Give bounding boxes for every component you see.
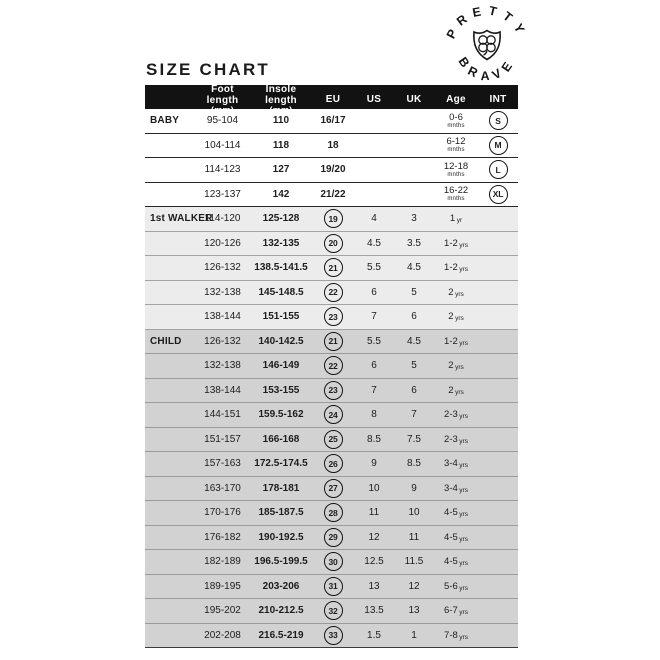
age-unit: yrs — [459, 437, 468, 445]
uk-size-cell: 4.5 — [407, 262, 421, 274]
age-value: 0-6 — [449, 111, 463, 123]
table-row — [145, 452, 518, 477]
table-row — [145, 305, 518, 330]
us-size-cell: 6 — [371, 360, 377, 372]
header-int: INT — [489, 93, 507, 105]
eu-size-circle: 29 — [324, 528, 343, 547]
eu-size-circle: 20 — [324, 234, 343, 253]
us-size-cell: 1.5 — [367, 629, 381, 641]
foot-length-cell: 182-189 — [204, 556, 241, 568]
foot-length-cell: 202-208 — [204, 629, 241, 641]
eu-size-circle: 26 — [324, 454, 343, 473]
uk-size-cell: 10 — [408, 507, 420, 519]
age-cell — [434, 533, 478, 543]
age-unit: yrs — [459, 633, 468, 641]
age-value: 2-3 — [444, 433, 458, 445]
us-size-cell: 5.5 — [367, 335, 381, 347]
eu-size-cell — [312, 601, 354, 620]
us-size-cell: 4 — [371, 213, 377, 225]
eu-size-circle: 25 — [324, 430, 343, 449]
age-unit: yr — [456, 217, 463, 224]
eu-size-cell — [312, 140, 354, 151]
age-cell — [434, 484, 478, 494]
uk-size-cell: 5 — [411, 286, 417, 298]
table-row — [145, 477, 518, 502]
eu-size-cell — [312, 528, 354, 547]
insole-length-cell: 145-148.5 — [258, 286, 304, 298]
uk-size-cell: 12 — [408, 580, 420, 592]
insole-length-cell: 166-168 — [262, 433, 300, 445]
eu-size-circle: 30 — [324, 552, 343, 571]
age-unit: yrs — [459, 486, 468, 494]
brand-logo — [436, 2, 538, 82]
us-size-cell: 4.5 — [367, 237, 381, 249]
svg-text:PRETTY — [444, 3, 530, 41]
age-cell — [434, 410, 478, 420]
foot-length-cell: 189-195 — [204, 580, 241, 592]
insole-length-cell: 196.5-199.5 — [254, 556, 308, 568]
insole-length-cell: 125-128 — [262, 213, 300, 225]
header-insole-length-label: Insole length — [265, 84, 297, 106]
eu-size-cell — [312, 283, 354, 302]
age-cell — [434, 435, 478, 445]
insole-length-cell: 140-142.5 — [258, 335, 304, 347]
age-unit: yrs — [459, 339, 468, 347]
uk-size-cell: 11 — [408, 531, 420, 543]
table-row — [145, 281, 518, 306]
us-size-cell: 6 — [371, 286, 377, 298]
age-unit: yrs — [459, 535, 468, 543]
uk-size-cell: 8.5 — [407, 458, 421, 470]
eu-size-circle: 31 — [324, 577, 343, 596]
table-row — [145, 624, 518, 649]
age-value: 4-5 — [444, 531, 458, 543]
eu-size-cell — [312, 552, 354, 571]
int-size-circle: S — [489, 111, 508, 130]
foot-length-cell: 170-176 — [204, 507, 241, 519]
foot-length-cell: 151-157 — [204, 433, 241, 445]
header-eu: EU — [325, 93, 341, 105]
table-row — [145, 379, 518, 404]
age-unit: mnths — [447, 196, 465, 203]
foot-length-cell: 132-138 — [204, 360, 241, 372]
age-cell — [434, 288, 478, 298]
age-value: 6-12 — [446, 136, 466, 148]
int-size-circle: L — [489, 160, 508, 179]
eu-size-cell — [312, 626, 354, 645]
logo-arc-top-text: PRETTY — [443, 3, 531, 42]
eu-size-circle: 24 — [324, 405, 343, 424]
us-size-cell: 7 — [371, 384, 377, 396]
insole-length-cell: 118 — [272, 139, 290, 151]
age-unit: yrs — [459, 560, 468, 567]
header-age: Age — [446, 93, 466, 105]
table-row — [145, 207, 518, 232]
insole-length-cell: 151-155 — [262, 311, 300, 323]
foot-length-cell: 114-123 — [204, 164, 241, 176]
insole-length-cell: 185-187.5 — [258, 507, 304, 519]
age-cell — [434, 214, 478, 224]
age-value: 6-7 — [444, 605, 458, 616]
header-uk: UK — [406, 93, 422, 105]
age-cell — [434, 113, 478, 129]
age-value: 4-5 — [444, 556, 458, 567]
table-row — [145, 158, 518, 183]
age-unit: mnths — [447, 171, 465, 178]
header-foot-length-label: Foot length — [206, 84, 239, 106]
eu-size-cell — [312, 430, 354, 449]
eu-size-circle: 32 — [324, 601, 343, 620]
age-value: 5-6 — [444, 580, 458, 592]
eu-size-value: 21/22 — [320, 188, 346, 200]
eu-size-cell — [312, 503, 354, 522]
uk-size-cell: 3.5 — [407, 237, 421, 249]
age-unit: yrs — [455, 315, 464, 322]
foot-length-cell: 132-138 — [204, 286, 241, 298]
int-size-circle: XL — [489, 185, 508, 204]
foot-length-cell: 123-137 — [204, 188, 241, 200]
age-value: 1 — [449, 213, 456, 224]
int-size-cell — [478, 136, 518, 155]
us-size-cell: 12.5 — [364, 556, 384, 568]
table-row — [145, 526, 518, 551]
age-unit: yrs — [459, 511, 468, 518]
uk-size-cell: 7.5 — [407, 433, 421, 445]
us-size-cell: 13.5 — [364, 605, 384, 617]
table-body — [145, 109, 518, 648]
foot-length-cell: 138-144 — [204, 311, 241, 323]
int-size-cell — [478, 185, 518, 204]
uk-size-cell: 4.5 — [407, 335, 421, 347]
table-row — [145, 428, 518, 453]
eu-size-cell — [312, 234, 354, 253]
eu-size-value: 19/20 — [320, 164, 346, 176]
header-foot-length-unit: (mm) — [210, 105, 235, 115]
age-unit: mnths — [447, 147, 465, 154]
foot-length-cell: 120-126 — [204, 237, 241, 249]
table-row — [145, 330, 518, 355]
table-row — [145, 403, 518, 428]
age-unit: yrs — [459, 266, 468, 273]
eu-size-cell — [312, 164, 354, 175]
age-cell — [434, 337, 478, 347]
age-value: 4-5 — [444, 507, 458, 518]
table-header-row — [145, 84, 518, 115]
foot-length-cell: 138-144 — [204, 384, 241, 396]
eu-size-cell — [312, 258, 354, 277]
eu-size-circle: 23 — [324, 307, 343, 326]
foot-length-cell: 176-182 — [204, 531, 241, 543]
insole-length-cell: 210-212.5 — [258, 605, 304, 617]
age-value: 2 — [448, 360, 454, 371]
uk-size-cell: 11.5 — [404, 556, 424, 568]
eu-size-cell — [312, 332, 354, 351]
insole-length-cell: 146-149 — [262, 360, 300, 372]
foot-length-cell: 104-114 — [204, 139, 241, 151]
foot-length-cell: 163-170 — [204, 482, 241, 494]
foot-length-cell: 114-120 — [204, 213, 241, 225]
age-unit: mnths — [447, 122, 465, 129]
insole-length-cell: 138.5-141.5 — [254, 262, 308, 274]
table-row — [145, 256, 518, 281]
foot-length-cell: 195-202 — [204, 605, 241, 617]
logo-arc-bottom-text: BRAVE — [455, 54, 519, 82]
age-unit: yrs — [459, 413, 468, 420]
foot-length-cell: 126-132 — [204, 262, 241, 274]
eu-size-circle: 19 — [324, 209, 343, 228]
eu-size-circle: 23 — [324, 381, 343, 400]
page-title: SIZE CHART — [146, 60, 270, 79]
age-cell — [434, 508, 478, 518]
age-cell — [434, 631, 478, 641]
eu-size-cell — [312, 577, 354, 596]
table-row — [145, 501, 518, 526]
table-row — [145, 134, 518, 159]
insole-length-cell: 132-135 — [262, 237, 300, 249]
eu-size-value: 16/17 — [320, 115, 346, 127]
age-unit: yrs — [455, 290, 464, 298]
eu-size-circle: 22 — [324, 356, 343, 375]
age-cell — [434, 361, 478, 371]
insole-length-cell: 172.5-174.5 — [254, 458, 308, 470]
age-cell — [434, 312, 478, 322]
age-unit: yrs — [459, 241, 468, 249]
age-value: 1-2 — [444, 237, 458, 249]
table-row — [145, 354, 518, 379]
eu-size-circle: 33 — [324, 626, 343, 645]
eu-size-cell — [312, 381, 354, 400]
age-value: 7-8 — [444, 629, 458, 641]
us-size-cell: 7 — [371, 311, 377, 323]
age-value: 1-2 — [444, 262, 458, 273]
uk-size-cell: 3 — [411, 213, 417, 225]
eu-size-cell — [312, 209, 354, 228]
table-row — [145, 599, 518, 624]
eu-size-circle: 22 — [324, 283, 343, 302]
eu-size-cell — [312, 405, 354, 424]
us-size-cell: 12 — [368, 531, 380, 543]
insole-length-cell: 178-181 — [262, 482, 300, 494]
insole-length-cell: 153-155 — [262, 384, 300, 396]
us-size-cell: 9 — [371, 458, 377, 470]
eu-size-cell — [312, 454, 354, 473]
us-size-cell: 8.5 — [367, 433, 381, 445]
insole-length-cell: 142 — [272, 188, 290, 200]
eu-size-cell — [312, 479, 354, 498]
age-cell — [434, 263, 478, 273]
int-size-circle: M — [489, 136, 508, 155]
section-label-cell: CHILD — [150, 335, 182, 347]
eu-size-cell — [312, 189, 354, 200]
uk-size-cell: 13 — [408, 605, 420, 617]
age-cell — [434, 557, 478, 567]
uk-size-cell: 1 — [411, 629, 417, 641]
foot-length-cell: 126-132 — [204, 335, 241, 347]
age-unit: yrs — [455, 364, 464, 371]
table-row — [145, 550, 518, 575]
us-size-cell: 10 — [368, 482, 380, 494]
age-cell — [434, 386, 478, 396]
insole-length-cell: 159.5-162 — [258, 409, 304, 421]
eu-size-circle: 21 — [324, 258, 343, 277]
uk-size-cell: 9 — [411, 482, 417, 494]
eu-size-circle: 21 — [324, 332, 343, 351]
age-unit: yrs — [459, 609, 468, 616]
eu-size-circle: 27 — [324, 479, 343, 498]
header-us: US — [366, 93, 382, 105]
age-value: 3-4 — [444, 482, 458, 494]
age-cell — [434, 186, 478, 202]
table-row — [145, 232, 518, 257]
age-value: 2 — [448, 286, 454, 298]
us-size-cell: 5.5 — [367, 262, 381, 274]
age-value: 1-2 — [444, 335, 458, 347]
age-unit: yrs — [455, 388, 464, 396]
age-cell — [434, 162, 478, 178]
header-foot-length — [195, 85, 250, 115]
age-cell — [434, 459, 478, 469]
section-label-cell: BABY — [150, 115, 180, 127]
eu-size-circle: 28 — [324, 503, 343, 522]
us-size-cell: 13 — [368, 580, 380, 592]
eu-size-cell — [312, 307, 354, 326]
age-cell — [434, 239, 478, 249]
foot-length-cell: 144-151 — [204, 409, 241, 421]
age-value: 2 — [448, 311, 454, 322]
insole-length-cell: 203-206 — [262, 580, 300, 592]
table-row — [145, 575, 518, 600]
insole-length-cell: 216.5-219 — [258, 629, 304, 641]
shield-clover-icon — [474, 31, 500, 60]
int-size-cell — [478, 160, 518, 179]
uk-size-cell: 6 — [411, 384, 417, 396]
age-value: 2 — [448, 384, 454, 396]
insole-length-cell: 190-192.5 — [258, 531, 304, 543]
int-size-cell — [478, 111, 518, 130]
age-cell — [434, 137, 478, 153]
age-value: 16-22 — [443, 185, 469, 197]
insole-length-cell: 127 — [272, 164, 290, 176]
age-cell — [434, 582, 478, 592]
us-size-cell: 8 — [371, 409, 377, 421]
age-value: 3-4 — [444, 458, 458, 469]
table-row — [145, 183, 518, 208]
age-unit: yrs — [459, 462, 468, 469]
insole-length-cell: 110 — [272, 115, 290, 127]
age-cell — [434, 606, 478, 616]
age-value: 12-18 — [443, 160, 469, 172]
section-label-cell: 1st WALKER — [150, 213, 213, 225]
us-size-cell: 11 — [368, 507, 380, 519]
eu-size-cell — [312, 115, 354, 126]
uk-size-cell: 6 — [411, 311, 417, 323]
header-insole-length-unit: (mm) — [269, 105, 293, 115]
eu-size-value: 18 — [327, 139, 339, 151]
foot-length-cell: 95-104 — [206, 115, 239, 127]
size-chart-table — [145, 85, 518, 648]
age-value: 2-3 — [444, 409, 458, 420]
uk-size-cell: 5 — [411, 360, 417, 372]
foot-length-cell: 157-163 — [204, 458, 241, 470]
age-unit: yrs — [459, 584, 468, 592]
header-insole-length — [250, 85, 312, 115]
eu-size-cell — [312, 356, 354, 375]
uk-size-cell: 7 — [411, 409, 417, 421]
